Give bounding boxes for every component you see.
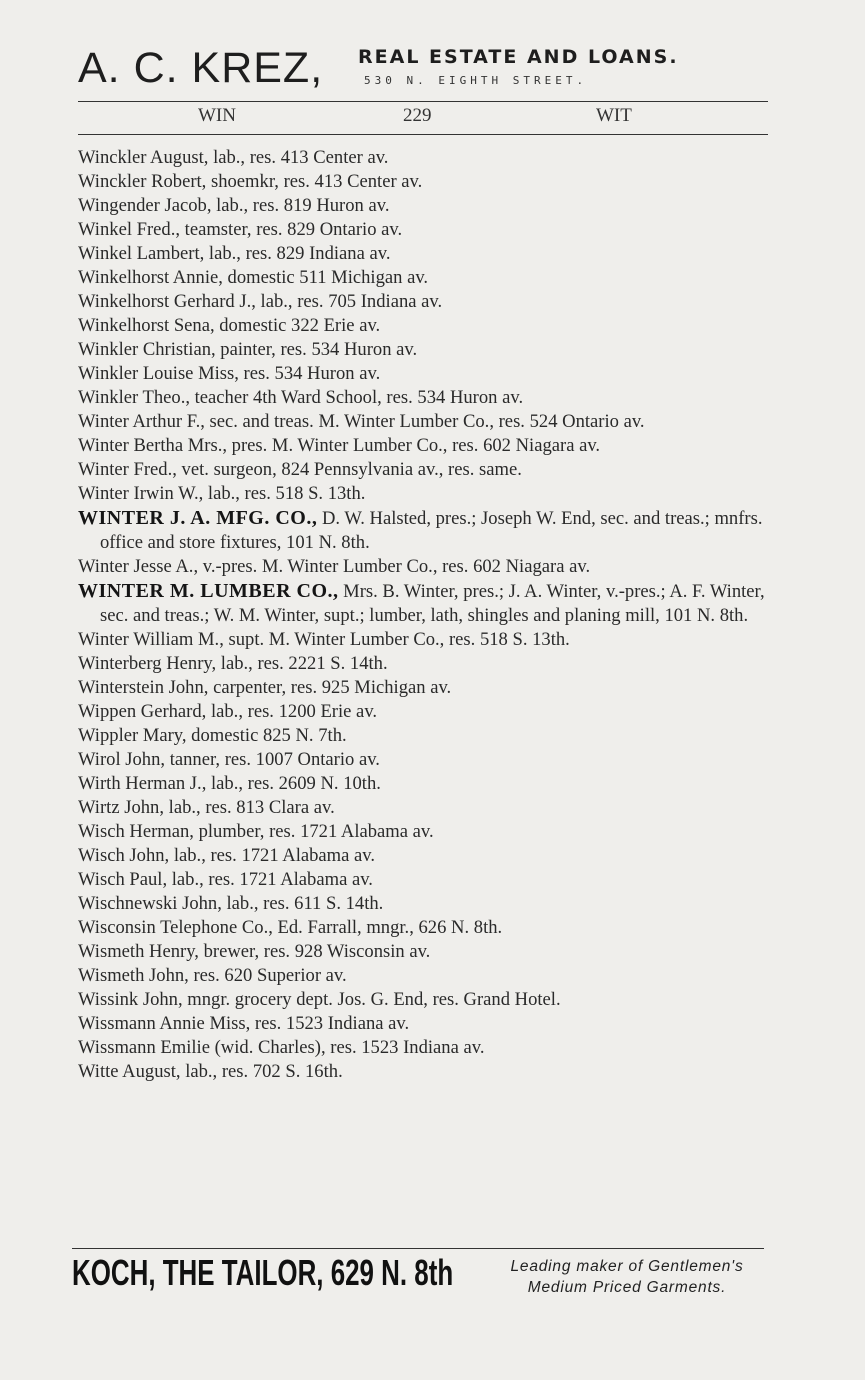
directory-entry: [78, 772, 770, 796]
entry-text: Wippler Mary, domestic 825 N. 7th.: [78, 725, 347, 746]
directory-entry: [78, 892, 770, 916]
business-name: WINTER M. LUMBER CO.,: [78, 580, 339, 602]
footer-tagline-line2: Medium Priced Garments.: [527, 1279, 727, 1296]
entry-text: Wirtz John, lab., res. 813 Clara av.: [78, 797, 335, 818]
entry-text: Winkel Lambert, lab., res. 829 Indiana av.: [78, 243, 391, 264]
directory-entry: [78, 1012, 770, 1036]
entry-text: Winter Bertha Mrs., pres. M. Winter Lumber Co., res. 602 Niagara av.: [78, 435, 601, 456]
directory-entry: [78, 218, 770, 242]
directory-entry: [78, 652, 770, 676]
entry-text: Wisconsin Telephone Co., Ed. Farrall, mngr., 626 N. 8th.: [78, 917, 503, 938]
business-listing: [78, 506, 770, 555]
entry-text: Winter Irwin W., lab., res. 518 S. 13th.: [78, 483, 366, 504]
entry-text: Wisch Paul, lab., res. 1721 Alabama av.: [78, 869, 373, 890]
directory-entry: [78, 916, 770, 940]
running-head: [78, 103, 768, 131]
header-advertisement: [78, 44, 778, 94]
directory-entry: [78, 868, 770, 892]
entry-text: Winkler Louise Miss, res. 534 Huron av.: [78, 363, 381, 384]
entry-text: Winter William M., supt. M. Winter Lumber Co., res. 518 S. 13th.: [78, 629, 570, 650]
entry-text: Wismeth Henry, brewer, res. 928 Wisconsin av.: [78, 941, 431, 962]
entry-text: Winterstein John, carpenter, res. 925 Michigan av.: [78, 677, 452, 698]
entry-text: Wirth Herman J., lab., res. 2609 N. 10th.: [78, 773, 381, 794]
running-head-divider: [78, 134, 768, 135]
running-head-right: WIT: [596, 105, 632, 126]
entry-text: Winkler Theo., teacher 4th Ward School, res. 534 Huron av.: [78, 387, 524, 408]
running-head-left: WIN: [198, 105, 236, 126]
directory-entry: [78, 482, 770, 506]
entry-text: Winter Arthur F., sec. and treas. M. Winter Lumber Co., res. 524 Ontario av.: [78, 411, 645, 432]
entry-text: Wissmann Emilie (wid. Charles), res. 1523 Indiana av.: [78, 1037, 485, 1058]
directory-entry: [78, 314, 770, 338]
entry-text: Wissmann Annie Miss, res. 1523 Indiana av.: [78, 1013, 410, 1034]
page-number: 229: [403, 105, 432, 126]
directory-entry: [78, 820, 770, 844]
business-name: WINTER J. A. MFG. CO.,: [78, 507, 318, 529]
directory-entry: [78, 988, 770, 1012]
directory-entry: [78, 338, 770, 362]
entry-text: Winkel Fred., teamster, res. 829 Ontario av.: [78, 219, 403, 240]
directory-entry: [78, 410, 770, 434]
header-divider: [78, 101, 768, 102]
entry-text: Winckler August, lab., res. 413 Center av.: [78, 147, 389, 168]
footer-tagline-line1: Leading maker of Gentlemen's: [510, 1258, 744, 1275]
directory-entry: [78, 242, 770, 266]
directory-entry: [78, 1060, 770, 1084]
entry-text: Winkelhorst Annie, domestic 511 Michigan av.: [78, 267, 429, 288]
entry-text: Witte August, lab., res. 702 S. 16th.: [78, 1061, 343, 1082]
entry-text: Mrs. B. Winter, pres.; J. A. Winter, v.-pres.; A. F. Winter, sec. and treas.; W. M. Winter, supt.; lumber, lath, shingles and planing mill, 101 N. 8th.: [100, 581, 765, 626]
entry-text: Winkelhorst Sena, domestic 322 Erie av.: [78, 315, 381, 336]
entry-text: Wisch Herman, plumber, res. 1721 Alabama av.: [78, 821, 434, 842]
entry-text: Winter Jesse A., v.-pres. M. Winter Lumber Co., res. 602 Niagara av.: [78, 556, 591, 577]
business-listing: [78, 579, 770, 628]
directory-entry: [78, 434, 770, 458]
directory-entry: [78, 1036, 770, 1060]
directory-entry: [78, 940, 770, 964]
entry-text: Wissink John, mngr. grocery dept. Jos. G. End, res. Grand Hotel.: [78, 989, 561, 1010]
entry-text: Wirol John, tanner, res. 1007 Ontario av.: [78, 749, 380, 770]
directory-entry: [78, 700, 770, 724]
directory-entry: [78, 748, 770, 772]
entry-text: Wischnewski John, lab., res. 611 S. 14th.: [78, 893, 384, 914]
entry-text: Winkelhorst Gerhard J., lab., res. 705 Indiana av.: [78, 291, 443, 312]
directory-entry: [78, 796, 770, 820]
directory-entry: [78, 844, 770, 868]
entry-text: Winckler Robert, shoemkr, res. 413 Center av.: [78, 171, 423, 192]
entry-text: D. W. Halsted, pres.; Joseph W. End, sec. and treas.; mnfrs. office and store fixtures, 101 N. 8th.: [100, 508, 763, 553]
directory-entry: [78, 266, 770, 290]
footer-advertiser-name: KOCH, THE TAILOR, 629 N. 8th: [72, 1252, 454, 1293]
advertiser-name: A. C. KREZ,: [78, 44, 324, 92]
directory-entry: [78, 724, 770, 748]
directory-entry: [78, 458, 770, 482]
entry-text: Wisch John, lab., res. 1721 Alabama av.: [78, 845, 376, 866]
footer-advertiser-tagline: [482, 1256, 772, 1298]
directory-entry: [78, 555, 770, 579]
directory-entry: [78, 676, 770, 700]
directory-entry: [78, 146, 770, 170]
directory-entry: [78, 362, 770, 386]
advertiser-address: 530 N. EIGHTH STREET.: [364, 74, 588, 87]
directory-entry: [78, 290, 770, 314]
directory-entry: [78, 170, 770, 194]
advertiser-tagline: REAL ESTATE AND LOANS.: [358, 46, 679, 68]
entry-text: Wippen Gerhard, lab., res. 1200 Erie av.: [78, 701, 378, 722]
directory-entry: [78, 386, 770, 410]
directory-entry: [78, 628, 770, 652]
entry-text: Wismeth John, res. 620 Superior av.: [78, 965, 347, 986]
footer-divider: [72, 1248, 764, 1249]
entry-text: Winterberg Henry, lab., res. 2221 S. 14th.: [78, 653, 388, 674]
directory-entry: [78, 964, 770, 988]
entry-text: Wingender Jacob, lab., res. 819 Huron av.: [78, 195, 390, 216]
directory-entry: [78, 194, 770, 218]
footer-advertisement: [72, 1252, 772, 1302]
directory-entries: [78, 146, 770, 1084]
entry-text: Winkler Christian, painter, res. 534 Huron av.: [78, 339, 418, 360]
entry-text: Winter Fred., vet. surgeon, 824 Pennsylvania av., res. same.: [78, 459, 522, 480]
